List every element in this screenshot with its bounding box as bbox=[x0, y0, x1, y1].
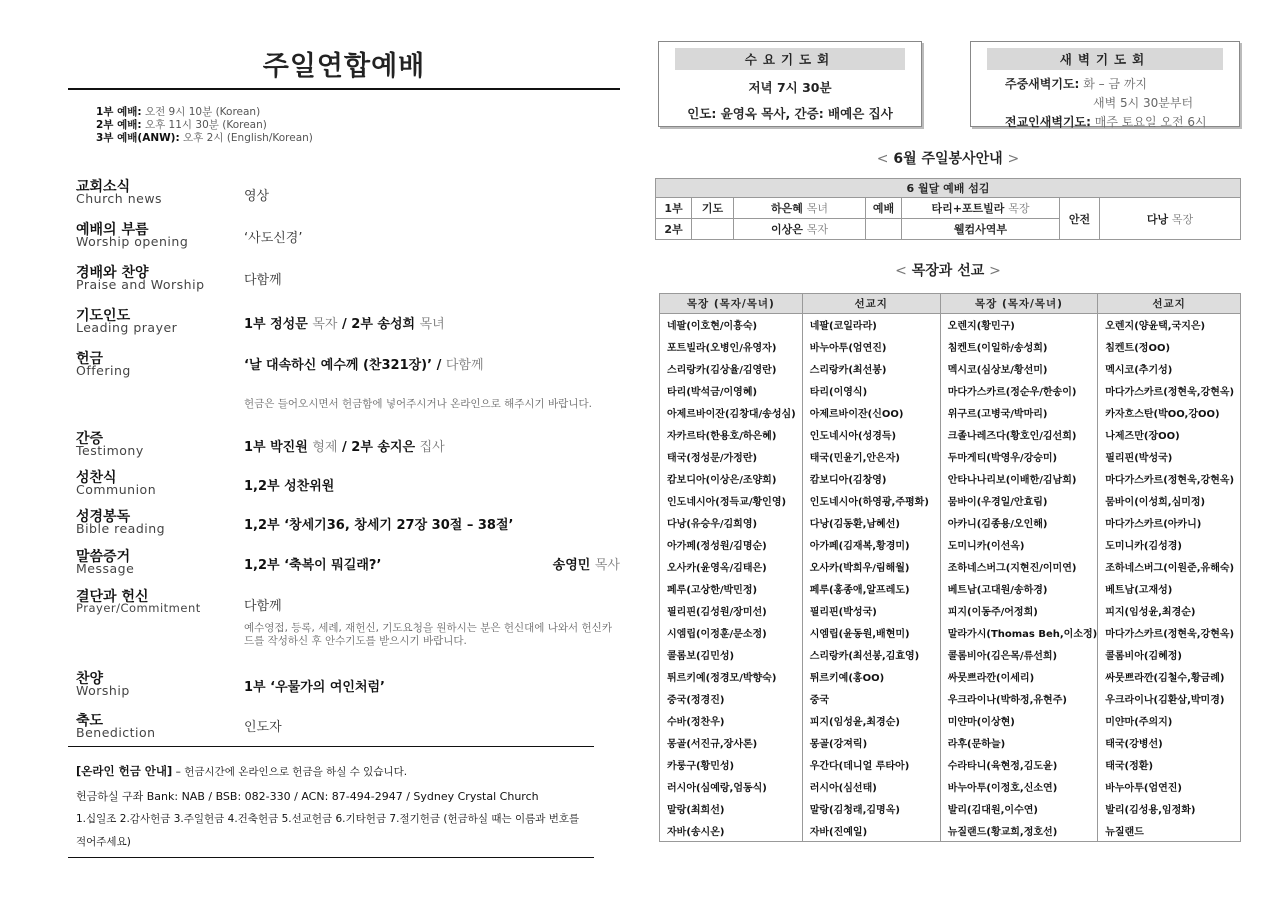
table-cell: 타리(이영식) bbox=[802, 380, 940, 402]
wednesday-prayer-box bbox=[658, 41, 922, 127]
table-row bbox=[660, 754, 1241, 776]
table-cell: 스리랑카(최선봉,김효영) bbox=[802, 644, 940, 666]
table-cell: 크졸나레즈다(황호인/김선희) bbox=[940, 424, 1098, 446]
table-cell: 자바(진예일) bbox=[802, 820, 940, 842]
service-time-1: 1부 예배: 오전 9시 10분 (Korean) bbox=[96, 106, 261, 118]
mission-table-body bbox=[660, 314, 1241, 842]
table-cell: 뉴질랜드(황교희,정호선) bbox=[940, 820, 1098, 842]
table-row bbox=[660, 490, 1241, 512]
table-row bbox=[660, 468, 1241, 490]
online-top-divider bbox=[68, 746, 594, 747]
table-row bbox=[660, 578, 1241, 600]
table-cell: 콜롬보(김민성) bbox=[660, 644, 803, 666]
table-cell: 아카니(김종용/오인해) bbox=[940, 512, 1098, 534]
table-cell: 말라가시(Thomas Beh,이소정) bbox=[940, 622, 1098, 644]
table-cell: 수라타니(육현정,김도윤) bbox=[940, 754, 1098, 776]
table-cell: 조하네스버그(이원준,유해숙) bbox=[1098, 556, 1241, 578]
table-cell: 마다가스카르(정현욱,강현옥) bbox=[1098, 468, 1241, 490]
service-time-3: 3부 예배(ANW): 오후 2시 (English/Korean) bbox=[96, 132, 313, 144]
table-row bbox=[660, 622, 1241, 644]
table-cell: 뭄바이(이성희,심미정) bbox=[1098, 490, 1241, 512]
table-cell: 포트빌라(오병인/유영자) bbox=[660, 336, 803, 358]
table-cell: 스리랑카(최선봉) bbox=[802, 358, 940, 380]
table-cell: 카자흐스탄(박OO,강OO) bbox=[1098, 402, 1241, 424]
table-cell: 자카르타(한용호/하은혜) bbox=[660, 424, 803, 446]
table-cell: 다낭(유승우/김희영) bbox=[660, 512, 803, 534]
table-cell: 태국(강병선) bbox=[1098, 732, 1241, 754]
wednesday-prayer-leader: 인도: 윤영옥 목사, 간증: 배예은 집사 bbox=[687, 106, 893, 121]
table-cell: 마다가스카르(아카니) bbox=[1098, 512, 1241, 534]
mission-title: < 목장과 선교 > bbox=[895, 263, 1001, 279]
preacher: 송영민 목사 bbox=[552, 558, 620, 573]
table-cell: 침켄트(이일하/송성희) bbox=[940, 336, 1098, 358]
table-row bbox=[660, 600, 1241, 622]
table-cell: 우간다(데니얼 루타아) bbox=[802, 754, 940, 776]
table-cell: 라후(문하늘) bbox=[940, 732, 1098, 754]
table-cell: 멕시코(추기성) bbox=[1098, 358, 1241, 380]
table-cell: 태국(정성문/가정란) bbox=[660, 446, 803, 468]
table-row bbox=[660, 402, 1241, 424]
table-cell: 러시아(심예랑,엄동식) bbox=[660, 776, 803, 798]
table-cell: 싸뭇쁘라깐(김철수,황금례) bbox=[1098, 666, 1241, 688]
service-time-2: 2부 예배: 오후 11시 30분 (Korean) bbox=[96, 119, 267, 131]
table-cell: 조하네스버그(지현진/이미연) bbox=[940, 556, 1098, 578]
table-cell: 피지(임성윤,최경순) bbox=[1098, 600, 1241, 622]
table-cell: 아제르바이잔(신OO) bbox=[802, 402, 940, 424]
dawn-saturday: 전교인새벽기도: 매주 토요일 오전 6시 bbox=[1005, 115, 1207, 129]
table-cell: 네팔(이호현/이흥숙) bbox=[660, 314, 803, 336]
table-cell: 도미니카(김성경) bbox=[1098, 534, 1241, 556]
table-cell: 피지(임성윤,최경순) bbox=[802, 710, 940, 732]
service-table-header: 6 월달 예배 섬김 bbox=[656, 179, 1241, 198]
table-cell: 발리(김대원,이수연) bbox=[940, 798, 1098, 820]
table-cell: 필리핀(박성국) bbox=[802, 600, 940, 622]
table-cell: 자바(송시온) bbox=[660, 820, 803, 842]
table-cell: 태국(정환) bbox=[1098, 754, 1241, 776]
table-cell: 마다가스카르(정현욱,강현옥) bbox=[1098, 622, 1241, 644]
table-cell: 페루(홍종애,알프레도) bbox=[802, 578, 940, 600]
table-cell: 뉴질랜드 bbox=[1098, 820, 1241, 842]
table-cell: 다낭(김동환,남혜선) bbox=[802, 512, 940, 534]
service-row-2: 2부 이상은 목자 웰컴사역부 bbox=[656, 219, 1241, 240]
table-cell: 시엠립(윤동원,배현미) bbox=[802, 622, 940, 644]
table-cell: 캄보디아(이상은/조양희) bbox=[660, 468, 803, 490]
table-cell: 네팔(코일라라) bbox=[802, 314, 940, 336]
table-cell: 시엠립(이정훈/문소정) bbox=[660, 622, 803, 644]
dawn-weekday-time: 새벽 5시 30분부터 bbox=[1093, 96, 1194, 110]
table-row bbox=[660, 820, 1241, 842]
online-bottom-divider bbox=[68, 857, 594, 858]
table-cell: 몽골(서진규,장사론) bbox=[660, 732, 803, 754]
service-guide-title: < 6월 주일봉사안내 > bbox=[876, 151, 1020, 167]
table-cell: 인도네시아(성경득) bbox=[802, 424, 940, 446]
table-cell: 캄보디아(김창영) bbox=[802, 468, 940, 490]
table-cell: 위구르(고병국/박마리) bbox=[940, 402, 1098, 424]
table-cell: 안타나나리보(이배한/김남희) bbox=[940, 468, 1098, 490]
table-cell: 멕시코(심상보/황선미) bbox=[940, 358, 1098, 380]
table-cell: 튀르키예(홍OO) bbox=[802, 666, 940, 688]
table-cell: 아제르바이잔(김창대/송성심) bbox=[660, 402, 803, 424]
table-row bbox=[660, 688, 1241, 710]
table-cell: 우크라이나(김환삼,박미경) bbox=[1098, 688, 1241, 710]
table-cell: 뭄바이(우경일/안효림) bbox=[940, 490, 1098, 512]
page-title: 주일연합예배 bbox=[262, 51, 426, 82]
table-cell: 도미니카(이선옥) bbox=[940, 534, 1098, 556]
table-cell: 바누아투(엄연진) bbox=[1098, 776, 1241, 798]
table-cell: 태국(민윤기,안은자) bbox=[802, 446, 940, 468]
table-row bbox=[660, 534, 1241, 556]
table-cell: 인도네시아(정득교/황인영) bbox=[660, 490, 803, 512]
table-cell: 콜롬비아(김혜정) bbox=[1098, 644, 1241, 666]
mission-table: 목장 (목자/목녀) 선교지 목장 (목자/목녀) 선교지 네팔(이호현/이흥숙) 네팔(코일라라) 오렌지(황민구) 오렌지(양윤택,국지은) 포트빌라(오병인/유영자) 바누아투(엄연진) 침켄트(이일하/송성희) 침켄트(정OO) 스리랑카(김상율/김영란) 스리랑카(최선봉) 멕시코(심상보/황선미) 멕시코(추기성) 타리(박석금/이영혜) 타리(이영식) 마다가스카르(정순우/한송이) 마다가스카르(정현욱,강현옥) 아제르바이잔(김창대/송성심) 아제르바이잔(신OO) 위구르(고병국/박마리) 카자흐스탄(박OO,강OO) 자카르타(한용호/하은혜) 인도네시아(성경득) 크졸나레즈다(황호인/김선희) 나제즈만(장OO) 태국(정성문/가정란) 태국(민윤기,안은자) 두마게티(박영우/강승미) 필리핀(박성국) 캄보디아(이상은/조양희) 캄보디아(김창영) 안타나나리보(이배한/김남희) 마다가스카르(정현욱,강현옥) 인도네시아(정득교/황인영) 인도네시아(하영광,주평화) 뭄바이(우경일/안효림) 뭄바이(이성희,심미정) 다낭(유승우/김희영) 다낭(김동환,남혜선) 아카니(김종용/오인해) 마다가스카르(아카니) 아가페(정성원/김명순) 아가페(김재복,황경미) 도미니카(이선옥) 도미니카(김성경) 오사카(윤영옥/김태은) 오사카(박희우/림해월) 조하네스버그(지현진/이미연) 조하네스버그(이원준,유해숙) 페루(고상한/박민정) 페루(홍종애,알프레도) 베트남(고대원/송하경) 베트남(고재성) 필리핀(김성원/장미선) 필리핀(박성국) 피지(이동주/어정희) 피지(임성윤,최경순) 시엠립(이정훈/문소정) 시엠립(윤동원,배현미) 말라가시(Thomas Beh,이소정) 마다가스카르(정현욱,강현옥) 콜롬보(김민성) 스리랑카(최선봉,김효영) 콜롬비아(김은목/류선희) 콜롬비아(김혜정) 튀르키예(정경모/박향숙) 튀르키예(홍OO) 싸뭇쁘라깐(이세리) 싸뭇쁘라깐(김철수,황금례) 중국(정경진) 중국 우크라이나(박하정,유현주) 우크라이나(김환삼,박미경) 수바(정찬우) 피지(임성윤,최경순) 미얀마(이상현) 미얀마(주의지) 몽골(서진규,장사론) 몽골(강져릭) 라후(문하늘) 태국(강병선) 카룽구(황민성) 우간다(데니얼 루타아) 수라타니(육현정,김도윤) 태국(정환) 러시아(심예랑,엄동식) 러시아(심선태) 바누아투(이정호,신소연) 바누아투(엄연진) 말랑(최희선) 말랑(김청래,김명옥) 발리(김대원,이수연) 발리(김성용,임정화) 자바(송시온) 자바(진예일) 뉴질랜드(황교희,정호선) 뉴질랜드 bbox=[659, 293, 1241, 842]
table-row bbox=[660, 336, 1241, 358]
table-row bbox=[660, 358, 1241, 380]
table-cell: 아가페(정성원/김명순) bbox=[660, 534, 803, 556]
table-cell: 아가페(김재복,황경미) bbox=[802, 534, 940, 556]
table-row bbox=[660, 512, 1241, 534]
table-cell: 필리핀(김성원/장미선) bbox=[660, 600, 803, 622]
table-cell: 콜롬비아(김은목/류선희) bbox=[940, 644, 1098, 666]
table-cell: 카룽구(황민성) bbox=[660, 754, 803, 776]
table-row bbox=[660, 732, 1241, 754]
table-cell: 튀르키예(정경모/박향숙) bbox=[660, 666, 803, 688]
table-cell: 몽골(강져릭) bbox=[802, 732, 940, 754]
table-cell: 바누아투(이정호,신소연) bbox=[940, 776, 1098, 798]
table-cell: 오사카(윤영옥/김태은) bbox=[660, 556, 803, 578]
table-row bbox=[660, 556, 1241, 578]
table-cell: 인도네시아(하영광,주평화) bbox=[802, 490, 940, 512]
online-account: 헌금하실 구좌 Bank: NAB / BSB: 082-330 / ACN: 87-494-2947 / Sydney Crystal Church bbox=[76, 790, 539, 803]
table-cell: 중국 bbox=[802, 688, 940, 710]
online-offering-heading: [온라인 헌금 안내] – 헌금시간에 온라인으로 헌금을 하실 수 있습니다. bbox=[76, 764, 408, 778]
table-cell: 미얀마(주의지) bbox=[1098, 710, 1241, 732]
table-cell: 미얀마(이상현) bbox=[940, 710, 1098, 732]
table-row bbox=[660, 644, 1241, 666]
table-row bbox=[660, 776, 1241, 798]
table-cell: 바누아투(엄연진) bbox=[802, 336, 940, 358]
service-row-1: 1부 기도 하은혜 목녀 예배 타리+포트빌라 목장 안전 다낭 목장 bbox=[656, 198, 1241, 219]
table-row bbox=[660, 798, 1241, 820]
table-row bbox=[660, 446, 1241, 468]
dawn-weekday: 주중새벽기도: 화 – 금 까지 bbox=[1005, 77, 1147, 91]
dawn-prayer-box bbox=[970, 41, 1240, 127]
table-cell: 베트남(고대원/송하경) bbox=[940, 578, 1098, 600]
dawn-prayer-heading: 새벽기도회 bbox=[987, 48, 1223, 70]
table-row bbox=[660, 380, 1241, 402]
wednesday-prayer-time: 저녁 7시 30분 bbox=[748, 80, 832, 95]
table-cell: 오렌지(양윤택,국지은) bbox=[1098, 314, 1241, 336]
service-times bbox=[96, 106, 313, 145]
table-cell: 우크라이나(박하정,유현주) bbox=[940, 688, 1098, 710]
table-cell: 침켄트(정OO) bbox=[1098, 336, 1241, 358]
table-cell: 스리랑카(김상율/김영란) bbox=[660, 358, 803, 380]
service-table bbox=[655, 178, 1241, 240]
table-cell: 오렌지(황민구) bbox=[940, 314, 1098, 336]
table-cell: 피지(이동주/어정희) bbox=[940, 600, 1098, 622]
table-cell: 타리(박석금/이영혜) bbox=[660, 380, 803, 402]
table-cell: 필리핀(박성국) bbox=[1098, 446, 1241, 468]
table-cell: 두마게티(박영우/강승미) bbox=[940, 446, 1098, 468]
table-cell: 러시아(심선태) bbox=[802, 776, 940, 798]
table-row bbox=[660, 710, 1241, 732]
table-cell: 싸뭇쁘라깐(이세리) bbox=[940, 666, 1098, 688]
table-row bbox=[660, 666, 1241, 688]
table-cell: 마다가스카르(정현욱,강현옥) bbox=[1098, 380, 1241, 402]
online-types-2: 적어주세요) bbox=[76, 836, 131, 848]
table-cell: 중국(정경진) bbox=[660, 688, 803, 710]
table-cell: 베트남(고재성) bbox=[1098, 578, 1241, 600]
table-cell: 오사카(박희우/림해월) bbox=[802, 556, 940, 578]
table-row bbox=[660, 424, 1241, 446]
table-cell: 발리(김성용,임정화) bbox=[1098, 798, 1241, 820]
online-types: 1.십일조 2.감사헌금 3.주일헌금 4.건축헌금 5.선교헌금 6.기타헌금 7.절기헌금 (헌금하실 때는 이름과 번호를 bbox=[76, 813, 580, 825]
table-cell: 수바(정찬우) bbox=[660, 710, 803, 732]
table-cell: 말랑(김청래,김명옥) bbox=[802, 798, 940, 820]
table-cell: 말랑(최희선) bbox=[660, 798, 803, 820]
table-cell: 페루(고상한/박민정) bbox=[660, 578, 803, 600]
table-row bbox=[660, 314, 1241, 336]
title-divider bbox=[68, 88, 620, 90]
table-cell: 나제즈만(장OO) bbox=[1098, 424, 1241, 446]
table-cell: 마다가스카르(정순우/한송이) bbox=[940, 380, 1098, 402]
wednesday-prayer-heading: 수요기도회 bbox=[675, 48, 905, 70]
